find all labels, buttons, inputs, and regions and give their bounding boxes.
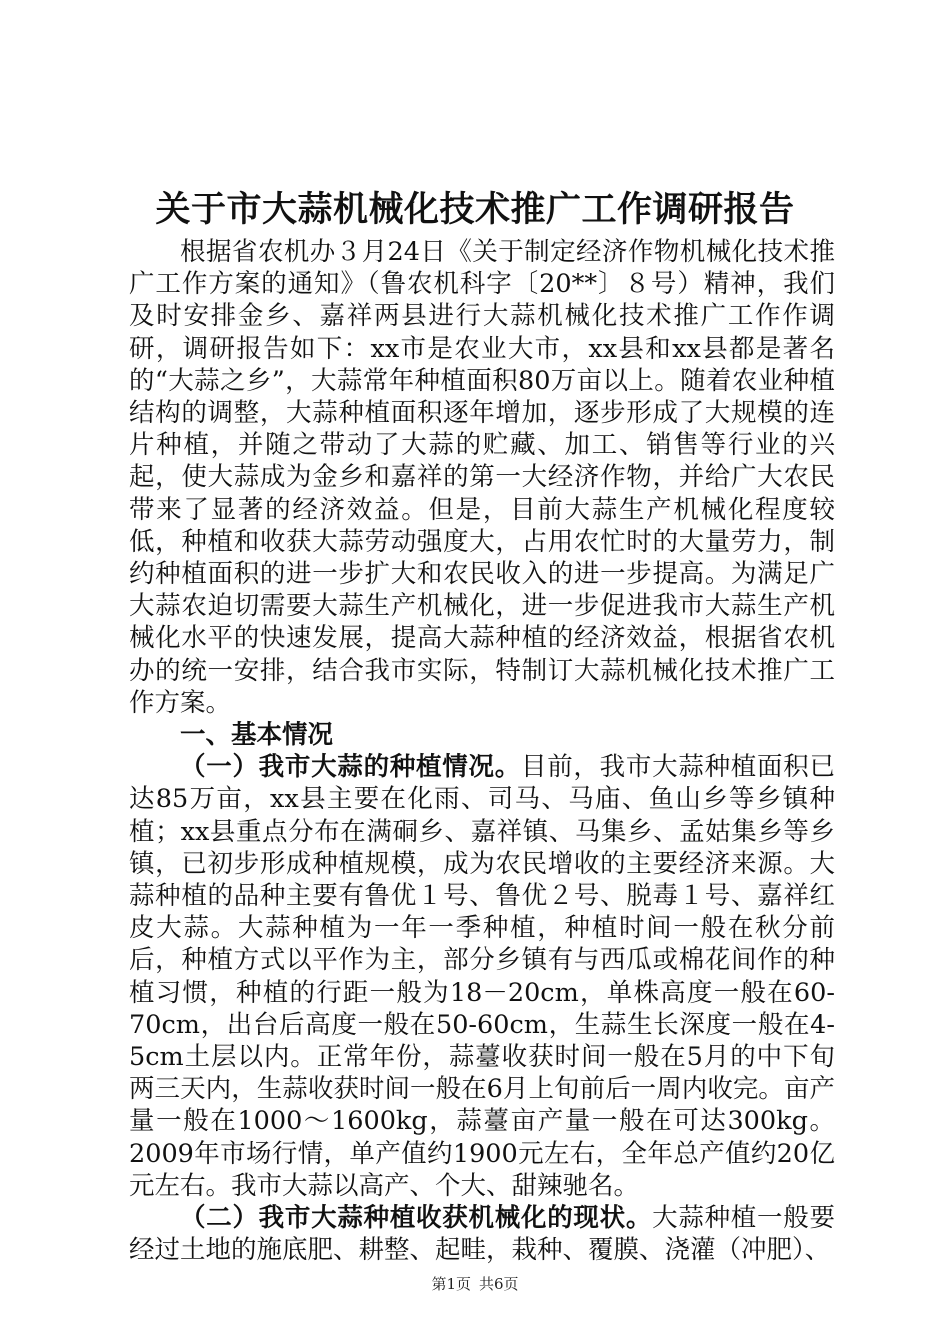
document-body xyxy=(129,236,835,1267)
page-footer xyxy=(0,1274,950,1294)
subsection-planting-text: 目前，我市大蒜种植面积已达85万亩，xx县主要在化雨、司马、马庙、鱼山乡等乡镇种植；xx县重点分布在满硐乡、嘉祥镇、马集乡、孟姑集乡等乡镇，已初步形成种植规模，成为农民增收的主要经济来源。大蒜种植的品种主要有鲁优１号、鲁优２号、脱毒１号、嘉祥红皮大蒜。大蒜种植为一年一季种植，种植时间一般在秋分前后，种植方式以平作为主，部分乡镇有与西瓜或棉花间作的种植习惯，种植的行距一般为18－20cm，单株高度一般在60-70cm，出台后高度一般在50-60cm，生蒜生长深度一般在4-5cm土层以内。正常年份，蒜薹收获时间一般在5月的中下旬两三天内，生蒜收获时间一般在6月上旬前后一周内收完。亩产量一般在1000～1600kg，蒜薹亩产量一般在可达300kg。2009年市场行情，单产值约1900元左右，全年总产值约20亿元左右。我市大蒜以高产、个大、甜辣驰名。 xyxy=(129,752,835,1201)
subsection-heading-planting: （一）我市大蒜的种植情况。 xyxy=(180,752,521,783)
document-title: 关于市大蒜机械化技术推广工作调研报告 xyxy=(155,189,795,230)
subsection-heading-mechanization: （二）我市大蒜种植收获机械化的现状。 xyxy=(180,1203,653,1234)
subsection-mechanization-paragraph xyxy=(129,1202,835,1266)
intro-paragraph: 根据省农机办３月24日《关于制定经济作物机械化技术推广工作方案的通知》（鲁农机科字〔20**〕８号）精神，我们及时安排金乡、嘉祥两县进行大蒜机械化技术推广工作作调研，调研报告如下：xx市是农业大市，xx县和xx县都是著名的“大蒜之乡”，大蒜常年种植面积80万亩以上。随着农业种植结构的调整，大蒜种植面积逐年增加，逐步形成了大规模的连片种植，并随之带动了大蒜的贮藏、加工、销售等行业的兴起，使大蒜成为金乡和嘉祥的第一大经济作物，并给广大农民带来了显著的经济效益。但是，目前大蒜生产机械化程度较低，种植和收获大蒜劳动强度大，占用农忙时的大量劳力，制约种植面积的进一步扩大和农民收入的进一步提高。为满足广大蒜农迫切需要大蒜生产机械化，进一步促进我市大蒜生产机械化水平的快速发展，提高大蒜种植的经济效益，根据省农机办的统一安排，结合我市实际，特制订大蒜机械化技术推广工作方案。 xyxy=(129,237,835,718)
section-heading-basic-situation: 一、基本情况 xyxy=(180,720,334,751)
page-number: 第1页 xyxy=(431,1275,471,1293)
subsection-mechanization-text: 大蒜种植一般要经过土地的施底肥、耕整、起畦，栽种、覆膜、浇灌（冲肥）、 xyxy=(129,1203,835,1266)
page-total: 共6页 xyxy=(479,1275,519,1293)
subsection-planting-paragraph xyxy=(129,751,835,1202)
